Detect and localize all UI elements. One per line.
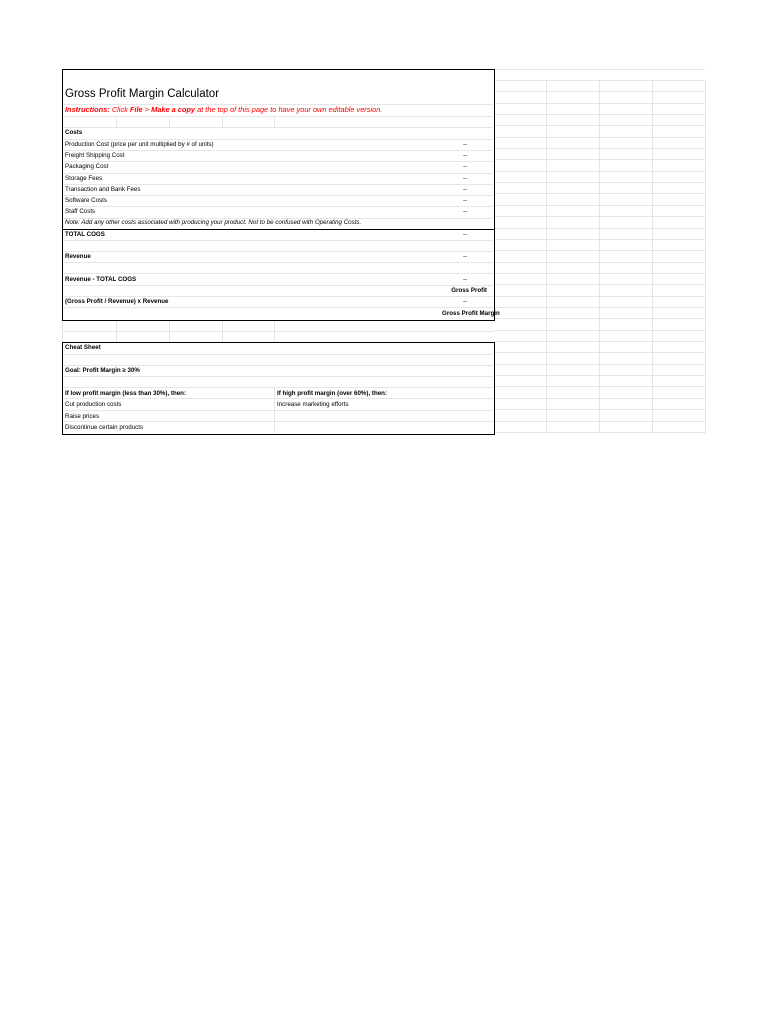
low-margin-item: Cut production costs (65, 401, 122, 408)
cost-label: Freight Shipping Cost (65, 152, 125, 159)
cost-value[interactable]: -- (462, 163, 468, 170)
cost-value[interactable]: -- (462, 152, 468, 159)
gridline (222, 320, 223, 342)
gridline (494, 432, 705, 433)
gridline (494, 125, 705, 126)
revenue-value[interactable]: -- (462, 253, 468, 260)
gridline (494, 318, 705, 319)
gross-profit-label: Revenue - TOTAL COGS (65, 276, 137, 283)
gridline (494, 284, 705, 285)
gridline (705, 80, 706, 433)
cost-value[interactable]: -- (462, 141, 468, 148)
gridline (494, 398, 705, 399)
gridline (494, 375, 705, 376)
revenue-label: Revenue (65, 253, 91, 260)
goal-text: Goal: Profit Margin ≥ 30% (65, 367, 140, 374)
gridline (494, 239, 705, 240)
gross-profit-caption: Gross Profit (451, 287, 487, 294)
gridline (494, 386, 705, 387)
cost-value[interactable]: -- (462, 197, 468, 204)
gridline (62, 331, 494, 332)
gridline (494, 69, 705, 70)
instructions (65, 105, 382, 114)
gross-profit-value: -- (462, 276, 468, 283)
cost-label: Packaging Cost (65, 163, 109, 170)
costs-heading: Costs (65, 129, 83, 136)
gridline (494, 421, 705, 422)
page-title: Gross Profit Margin Calculator (65, 88, 220, 100)
instructions-file: File (129, 105, 143, 114)
gridline (494, 216, 705, 217)
gridline (494, 296, 705, 297)
cheat-sheet-box (62, 342, 495, 435)
high-margin-item: Increase marketing efforts (277, 401, 349, 408)
gridline (494, 137, 705, 138)
gridline (494, 171, 705, 172)
gridline (274, 320, 275, 342)
cheat-sheet-heading: Cheat Sheet (65, 344, 101, 351)
gridline (494, 262, 705, 263)
instructions-make-copy: Make a copy (151, 105, 196, 114)
cost-value[interactable]: -- (462, 186, 468, 193)
low-margin-heading: If low profit margin (less than 30%), then: (65, 390, 187, 397)
low-margin-item: Raise prices (65, 413, 100, 420)
low-margin-item: Discontinue certain products (65, 424, 144, 431)
total-cogs-value: -- (462, 231, 468, 238)
total-cogs-label: TOTAL COGS (65, 231, 105, 238)
instructions-text-b: at the top of this page to have your own editable version. (195, 105, 383, 114)
gross-margin-label: (Gross Profit / Revenue) x Revenue (65, 298, 169, 305)
cost-value[interactable]: -- (462, 208, 468, 215)
gross-margin-caption: Gross Profit Margin (442, 310, 500, 317)
gridline (494, 193, 705, 194)
gridline (494, 409, 705, 410)
gridline (494, 250, 705, 251)
gridline (494, 148, 705, 149)
gridline (494, 91, 705, 92)
gridline (494, 114, 705, 115)
gridline (652, 80, 653, 433)
gridline (494, 228, 705, 229)
gridline (494, 205, 705, 206)
gridline (169, 320, 170, 342)
gridline (116, 320, 117, 342)
gridline (494, 159, 705, 160)
cost-label: Transaction and Bank Fees (65, 186, 141, 193)
gridline (62, 320, 63, 342)
instructions-arrow: > (142, 105, 152, 114)
high-margin-heading: If high profit margin (over 60%), then: (277, 390, 388, 397)
gridline (494, 330, 705, 331)
cost-value[interactable]: -- (462, 175, 468, 182)
gridline (494, 307, 705, 308)
gridline (494, 352, 705, 353)
instructions-label: Instructions: (65, 105, 110, 114)
gridline (494, 103, 705, 104)
gross-margin-value: -- (462, 298, 468, 305)
cost-label: Staff Costs (65, 208, 96, 215)
gridline (494, 182, 705, 183)
instructions-text-a: Click (109, 105, 130, 114)
gridline (546, 80, 547, 433)
gridline (494, 341, 705, 342)
cost-label: Software Costs (65, 197, 107, 204)
costs-note: Note: Add any other costs associated with producing your product. Not to be confused with Operating Costs. (65, 219, 362, 226)
gridline (599, 80, 600, 433)
gridline (494, 80, 705, 81)
cost-label: Storage Fees (65, 175, 103, 182)
gridline (494, 273, 705, 274)
cost-label: Production Cost (price per unit multiplied by # of units) (65, 141, 214, 148)
gridline (494, 364, 705, 365)
total-cogs-divider (62, 229, 494, 230)
